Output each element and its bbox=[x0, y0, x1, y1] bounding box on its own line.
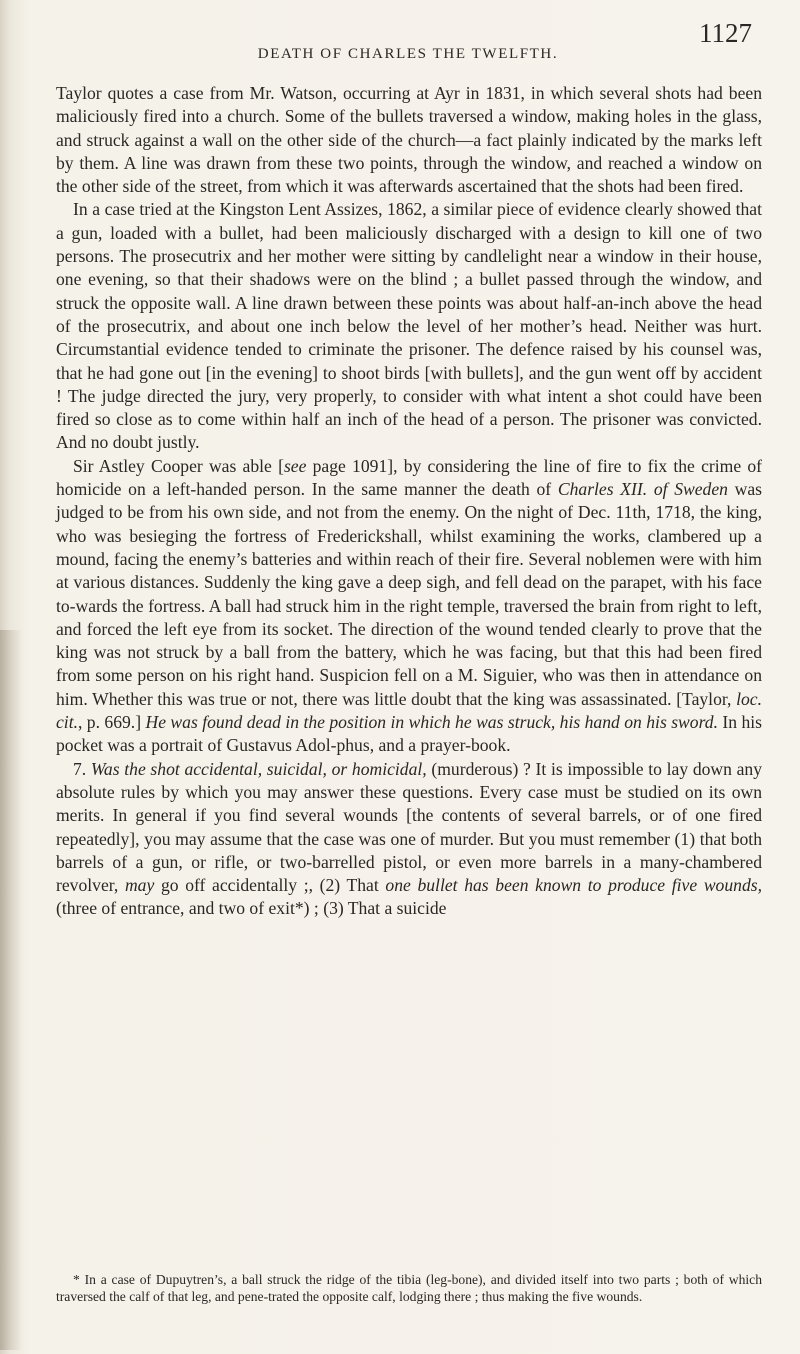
italic-run: may bbox=[124, 875, 155, 896]
paragraph bbox=[56, 82, 762, 198]
page-edge-shadow bbox=[0, 630, 22, 1350]
text-run: was judged to be from his own side, and not from the enemy. On the night of Dec. 11th, 1718, the king, who was besieging the fortress of Frederickshall, whilst examining the works, clambered up a mound, facing the enemy’s batteries and within reach of their fire. Several noblemen were with him at various distances. Suddenly the king gave a deep sigh, and fell dead on the parapet, with his face to-wards the fortress. A ball had struck him in the right temple, traversed the brain from right to left, and forced the left eye from its socket. The direction of the wound tended clearly to prove that the king was not struck by a ball from the battery, which he was facing, but that this had been fired from some person on his right hand. Suspicion fell on a M. Siguier, who was then in attendance on him. Whether this was true or not, there was little doubt that the king was assassinated. [Taylor, bbox=[56, 479, 762, 709]
page-header bbox=[40, 18, 776, 62]
text-run: (murderous) ? It is impossible to lay down any absolute rules by which you may answer these questions. Every case must be studied on its own merits. In general if you find several wounds [the contents of several barrels, or of one fired repeatedly], you may assume that the case was one of murder. But you must remember (1) that both barrels of a gun, or rifle, or two-barrelled pistol, or even more barrels in a many-chambered revolver, bbox=[56, 758, 763, 896]
text-run: In a case tried at the Kingston Lent Assizes, 1862, a similar piece of evidence clearly showed that a gun, loaded with a bullet, had been maliciously discharged with a design to kill one of two persons. The prosecutrix and her mother were sitting by candlelight near a window in their house, one evening, so that their shadows were on the blind ; a bullet passed through the window, and struck the opposite wall. A line drawn between these points was about half-an-inch above the head of the prosecutrix, and about one inch below the level of her mother’s head. Neither was hurt. Circumstantial evidence tended to criminate the prisoner. The defence raised by his counsel was, that he had gone out [in the evening] to shoot birds [with bullets], and the gun went off by accident ! The judge directed the jury, very properly, to consider with what intent a shot could have been fired so close as to come within half an inch of the head of a person. The prisoner was convicted. And no doubt justly. bbox=[56, 199, 762, 453]
italic-run: He was found dead in the position in which he was struck, his hand on his sword. bbox=[145, 712, 718, 733]
page-number: 1127 bbox=[699, 18, 752, 48]
text-run: go off accidentally ;, (2) That bbox=[154, 875, 386, 896]
italic-run: loc. cit. bbox=[56, 688, 762, 733]
body-text bbox=[56, 82, 762, 921]
text-run: (three of entrance, and two of exit*) ; (3) That a suicide bbox=[56, 898, 447, 919]
text-run: 7. bbox=[73, 758, 91, 779]
footnote-text: * In a case of Dupuytren’s, a ball struck the ridge of the tibia (leg-bone), and divided itself into two parts ; both of which traversed the calf of that leg, and pene-trated the opposite calf, lodging there ; thus making the five wounds. bbox=[56, 1272, 762, 1305]
text-run: , p. 669.] bbox=[77, 712, 146, 733]
text-run: Sir Astley Cooper was able [ bbox=[73, 455, 284, 476]
italic-run: Charles XII. of Sweden bbox=[557, 479, 728, 500]
paragraph bbox=[56, 758, 762, 921]
paragraph bbox=[56, 455, 762, 758]
paragraph bbox=[56, 198, 762, 454]
footnote bbox=[56, 1271, 762, 1306]
text-run: Taylor quotes a case from Mr. Watson, occurring at Ayr in 1831, in which several shots had been maliciously fired into a church. Some of the bullets traversed a window, making holes in the glass, and struck against a wall on the other side of the church—a fact plainly indicated by the marks left by them. A line was drawn from these two points, through the window, and reached a window on the other side of the street, from which it was afterwards ascertained that the shots had been fired. bbox=[56, 83, 762, 197]
text-run: page 1091], by considering the line of fire to fix the crime of homicide on a left-handed person. In the same manner the death of bbox=[56, 455, 763, 500]
text-run: In his pocket was a portrait of Gustavus Adol-phus, and a prayer-book. bbox=[56, 712, 763, 756]
running-title: DEATH OF CHARLES THE TWELFTH. bbox=[257, 46, 559, 62]
italic-run: Was the shot accidental, suicidal, or homicidal, bbox=[90, 758, 427, 779]
italic-run: one bullet has been known to produce five wounds, bbox=[385, 875, 762, 896]
italic-run: see bbox=[283, 455, 307, 476]
